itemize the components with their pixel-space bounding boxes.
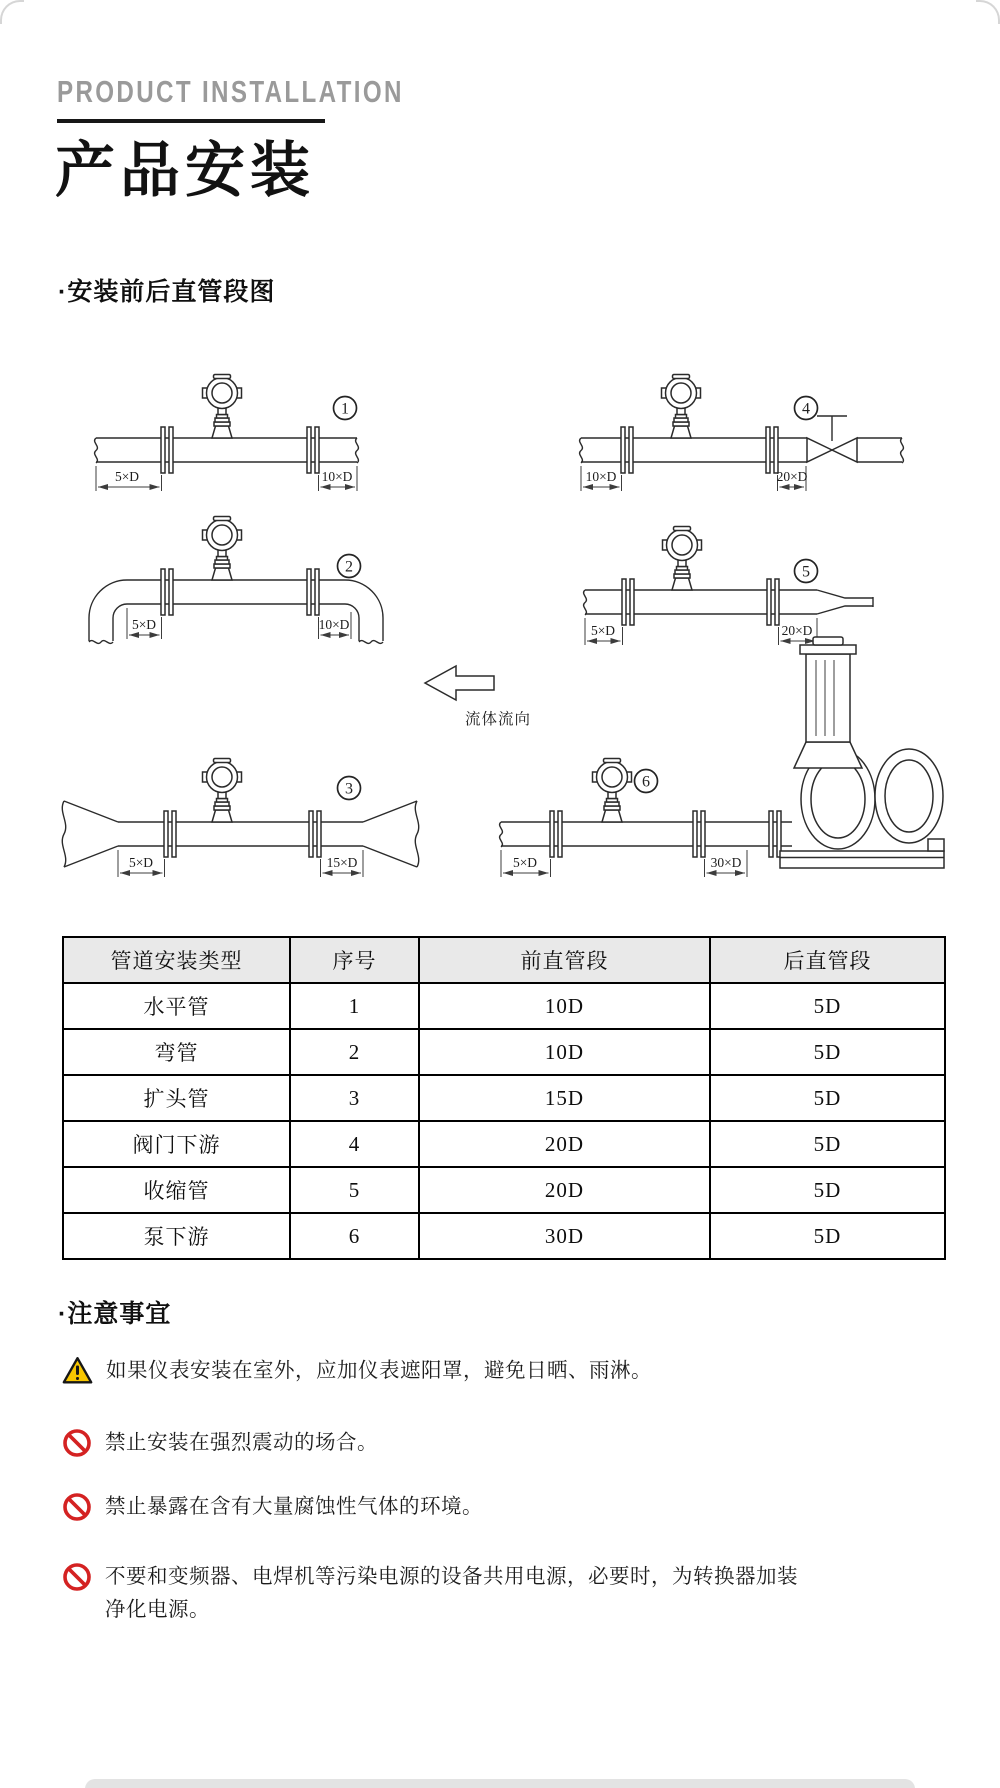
dim-label: 5×D	[590, 623, 616, 638]
prohibited-icon	[62, 1428, 92, 1458]
table-cell: 20D	[419, 1167, 710, 1213]
table-cell: 10D	[419, 1029, 710, 1075]
diagram-number: 2	[345, 558, 353, 576]
flowmeter-icon	[203, 517, 242, 581]
note-item	[62, 1355, 930, 1388]
flow-direction-label: 流体流向	[464, 711, 532, 728]
installation-diagrams	[0, 320, 1000, 905]
diagram-pump-downstream	[500, 637, 944, 877]
diagram-number: 6	[642, 773, 650, 791]
diagram-number: 4	[802, 400, 810, 418]
table-header-pipe-type: 管道安装类型	[63, 937, 290, 983]
table-cell: 5D	[710, 1213, 945, 1259]
flowmeter-icon	[593, 759, 632, 823]
dim-label: 5×D	[128, 855, 154, 870]
diagram-valve-downstream	[580, 375, 904, 492]
table-header-downstream: 后直管段	[710, 937, 945, 983]
page-title: 产品安装	[55, 137, 315, 204]
table-header-upstream: 前直管段	[419, 937, 710, 983]
table-cell: 1	[290, 983, 419, 1029]
title-underline	[57, 119, 325, 123]
dim-label: 5×D	[131, 617, 157, 632]
dim-label: 5×D	[512, 855, 538, 870]
page-corner-decoration	[976, 0, 1000, 24]
table-cell: 15D	[419, 1075, 710, 1121]
table-cell: 20D	[419, 1121, 710, 1167]
table-row	[63, 1075, 945, 1121]
table-cell: 阀门下游	[63, 1121, 290, 1167]
dim-label: 20×D	[776, 469, 808, 484]
table-cell: 5	[290, 1167, 419, 1213]
table-cell: 收缩管	[63, 1167, 290, 1213]
table-cell: 5D	[710, 1029, 945, 1075]
table-cell: 5D	[710, 1121, 945, 1167]
warning-icon	[62, 1356, 93, 1385]
table-cell: 10D	[419, 983, 710, 1029]
note-text: 禁止安装在强烈震动的场合。	[105, 1431, 378, 1454]
dim-label: 20×D	[781, 623, 813, 638]
next-card-top-edge	[85, 1779, 915, 1788]
diagram-bend-pipe	[89, 517, 383, 644]
note-text: 不要和变频器、电焊机等污染电源的设备共用电源，必要时，为转换器加装净化电源。	[105, 1565, 798, 1621]
table-cell: 扩头管	[63, 1075, 290, 1121]
note-item	[62, 1491, 930, 1524]
diagram-expander-pipe	[62, 759, 418, 878]
dim-label: 15×D	[326, 855, 358, 870]
dim-label: 5×D	[114, 469, 140, 484]
table-cell: 5D	[710, 983, 945, 1029]
note-item	[62, 1427, 930, 1460]
table-cell: 5D	[710, 1075, 945, 1121]
valve-icon	[807, 416, 857, 462]
table-cell: 3	[290, 1075, 419, 1121]
flowmeter-icon	[203, 759, 242, 823]
table-cell: 2	[290, 1029, 419, 1075]
dim-label: 10×D	[585, 469, 617, 484]
dim-label: 10×D	[321, 469, 353, 484]
table-cell: 泵下游	[63, 1213, 290, 1259]
pump-icon	[780, 637, 944, 868]
table-cell: 弯管	[63, 1029, 290, 1075]
table-header-row	[63, 937, 945, 983]
table-cell: 水平管	[63, 983, 290, 1029]
prohibited-icon	[62, 1562, 92, 1592]
table-cell: 30D	[419, 1213, 710, 1259]
flowmeter-icon	[662, 375, 701, 439]
note-item	[62, 1561, 930, 1627]
table-cell: 4	[290, 1121, 419, 1167]
note-text: 禁止暴露在含有大量腐蚀性气体的环境。	[105, 1495, 483, 1518]
table-row	[63, 983, 945, 1029]
flowmeter-icon	[663, 527, 702, 591]
section-heading-notes: ·注意事宜	[58, 1300, 172, 1328]
dim-label: 30×D	[710, 855, 742, 870]
dim-label: 10×D	[318, 617, 350, 632]
table-header-index: 序号	[290, 937, 419, 983]
section-heading-pipe-diagrams: ·安装前后直管段图	[58, 278, 276, 306]
table-cell: 5D	[710, 1167, 945, 1213]
table-row	[63, 1167, 945, 1213]
table-row	[63, 1029, 945, 1075]
prohibited-icon	[62, 1492, 92, 1522]
diagram-number: 5	[802, 563, 810, 581]
table-row	[63, 1213, 945, 1259]
section-eyebrow: PRODUCT INSTALLATION	[57, 74, 404, 109]
flowmeter-icon	[203, 375, 242, 439]
note-text: 如果仪表安装在室外，应加仪表遮阳罩，避免日晒、雨淋。	[106, 1359, 652, 1382]
diagram-reducer-pipe	[584, 527, 873, 646]
page-corner-decoration	[0, 0, 24, 24]
straight-run-table	[62, 936, 946, 1260]
diagram-horizontal-pipe	[95, 375, 359, 492]
table-row	[63, 1121, 945, 1167]
diagram-number: 3	[345, 780, 353, 798]
flow-arrow-icon	[425, 666, 494, 700]
flow-direction	[425, 666, 531, 728]
table-cell: 6	[290, 1213, 419, 1259]
diagram-number: 1	[341, 400, 349, 418]
